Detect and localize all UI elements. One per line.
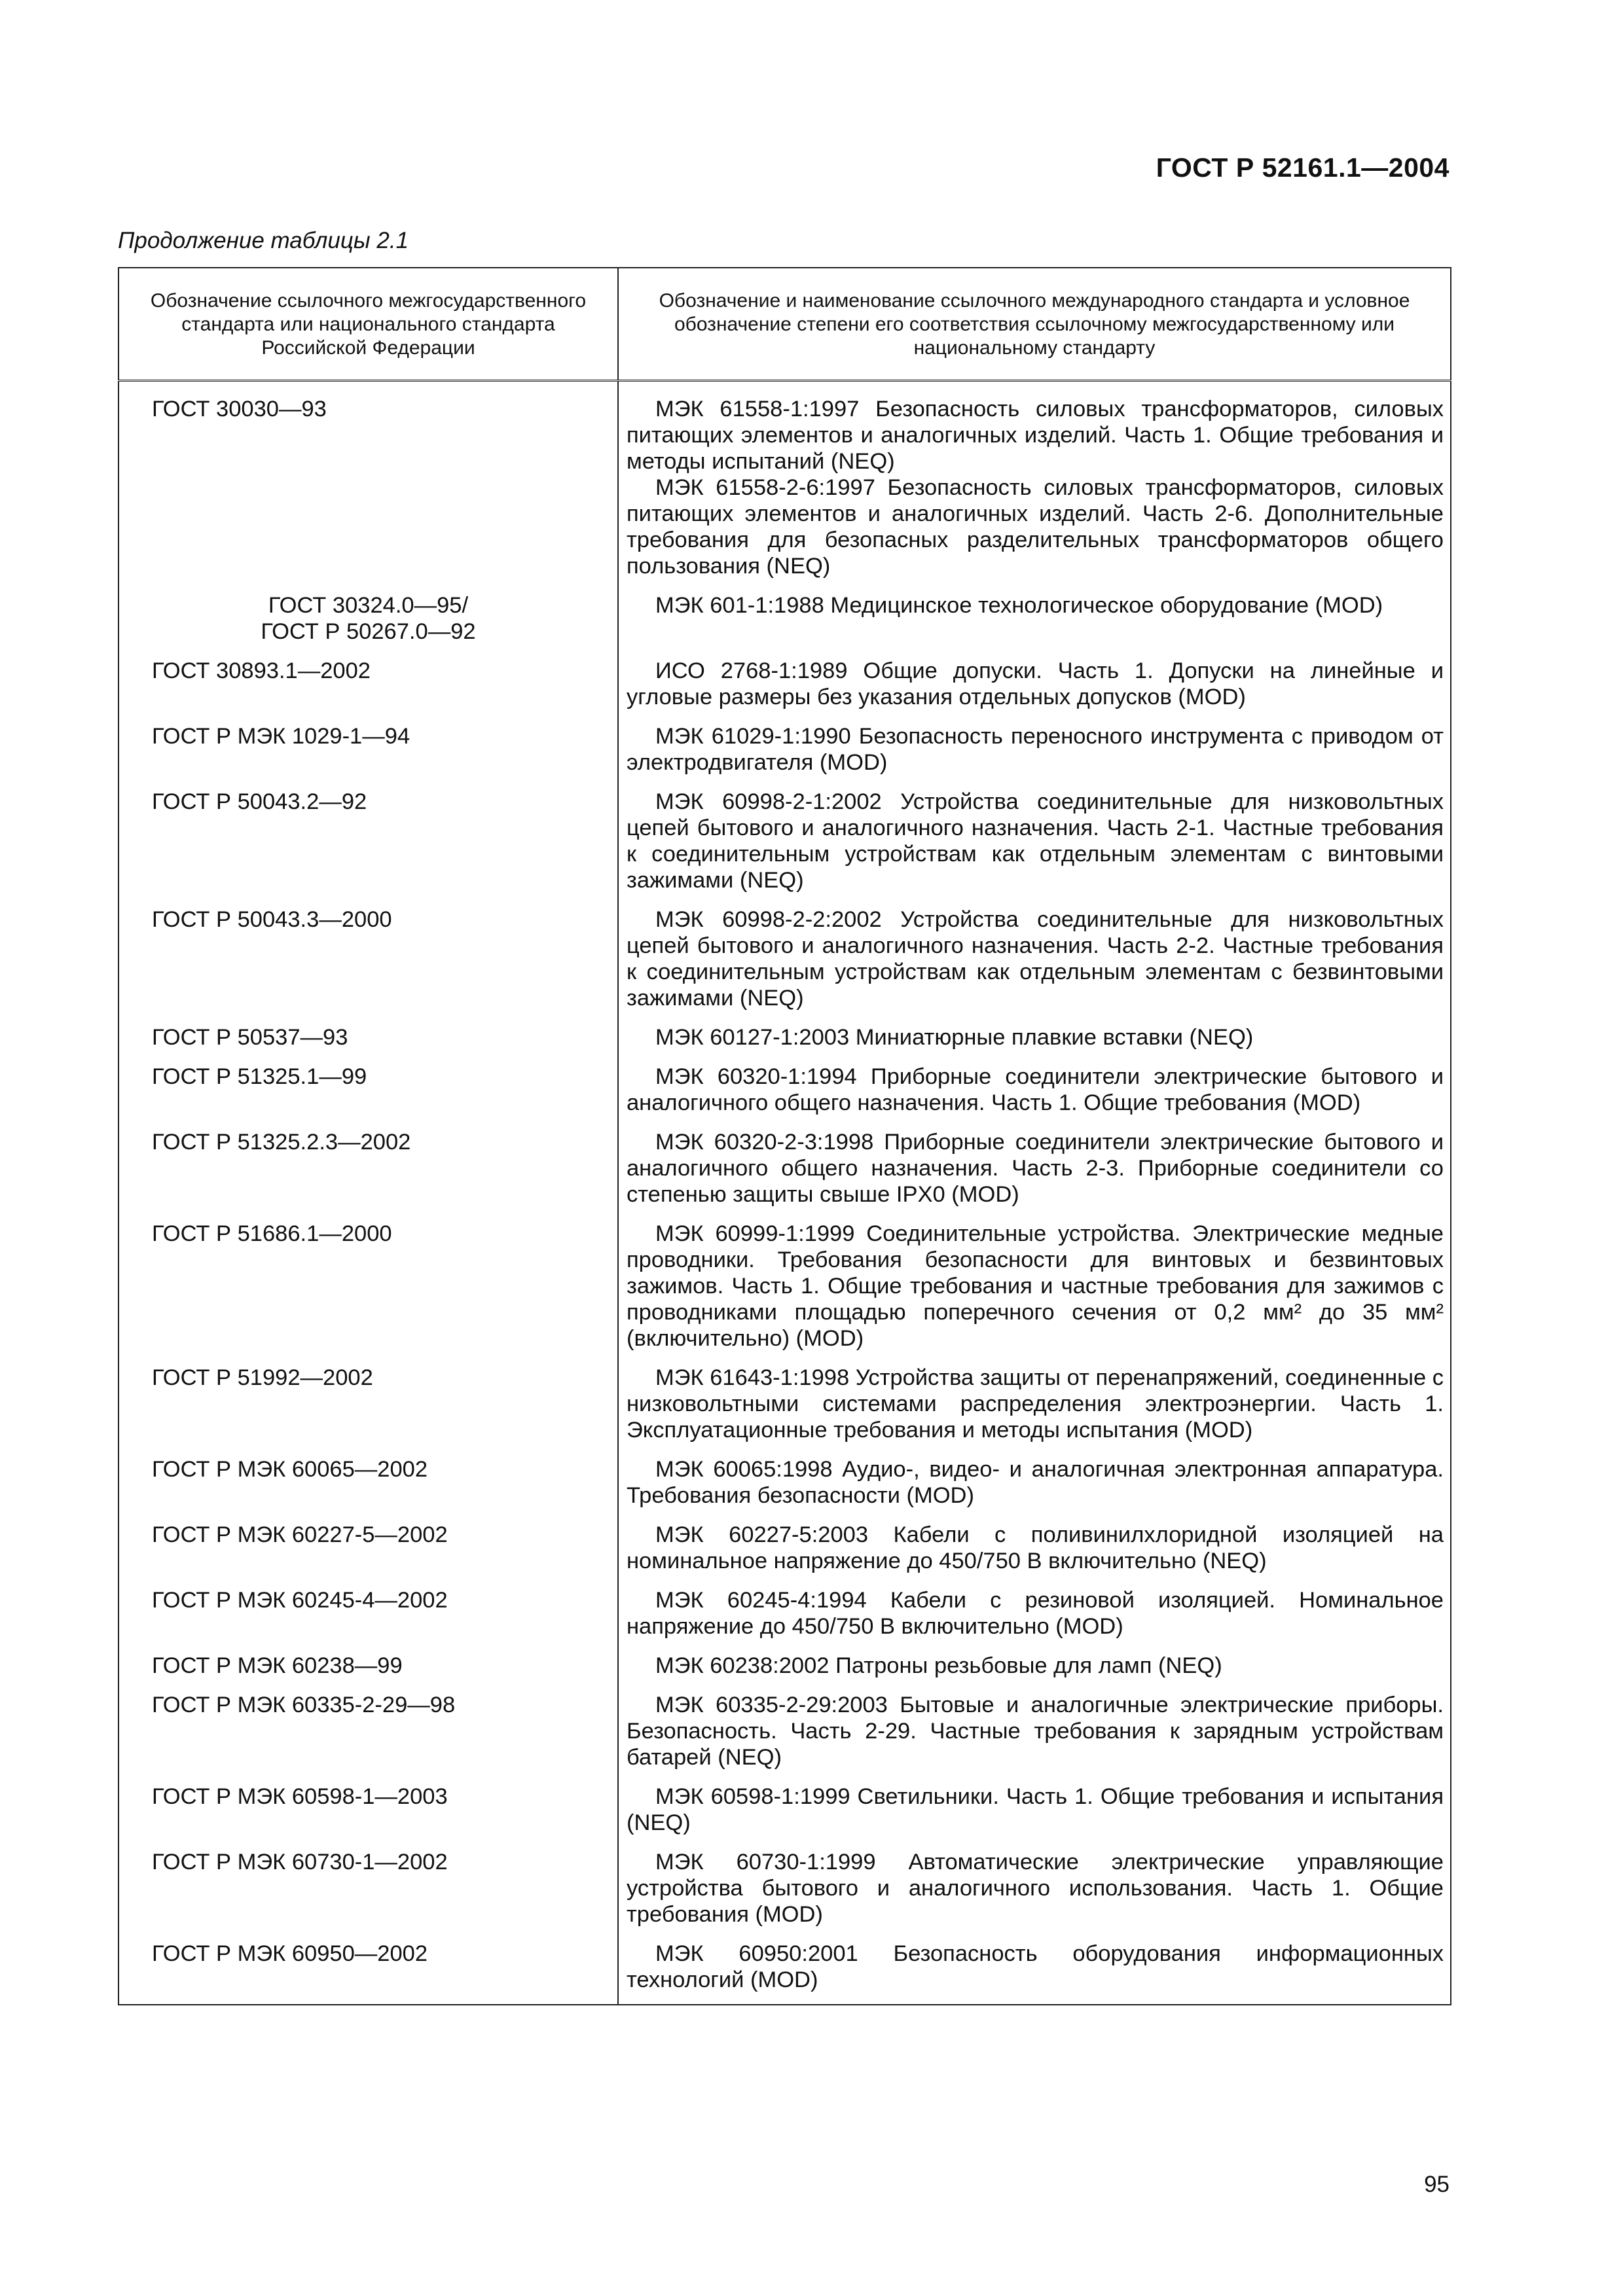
international-standard-description — [618, 1062, 1451, 1127]
national-standard-code: ГОСТ Р МЭК 60730-1—2002 — [119, 1847, 618, 1939]
description-paragraph: МЭК 60950:2001 Безопасность оборудования информационных технологий (MOD) — [627, 1941, 1444, 1992]
international-standard-description — [618, 1651, 1451, 1690]
table-caption: Продолжение таблицы 2.1 — [118, 228, 409, 253]
table-header-row — [119, 268, 1451, 381]
description-paragraph: МЭК 61558-1:1997 Безопасность силовых трансформаторов, силовых питающих элементов и аналогичных изделий. Часть 1. Общие требования и методы испытаний (NEQ) — [627, 397, 1444, 474]
description-paragraph: МЭК 60127-1:2003 Миниатюрные плавкие вставки (NEQ) — [655, 1025, 1254, 1050]
international-standard-description — [618, 590, 1451, 656]
description-paragraph: МЭК 60245-4:1994 Кабели с резиновой изоляцией. Номинальное напряжение до 450/750 В включительно (MOD) — [627, 1588, 1444, 1639]
international-standard-description — [618, 787, 1451, 905]
international-standard-description — [618, 1939, 1451, 2005]
table-row — [119, 1062, 1451, 1127]
table-row — [119, 1939, 1451, 2005]
national-standard-code: ГОСТ Р МЭК 60065—2002 — [119, 1454, 618, 1520]
national-standard-code: ГОСТ Р 50043.2—92 — [119, 787, 618, 905]
national-standard-code: ГОСТ Р МЭК 1029-1—94 — [119, 721, 618, 787]
table-row — [119, 1022, 1451, 1062]
international-standard-description — [618, 905, 1451, 1022]
international-standard-description — [618, 721, 1451, 787]
description-paragraph: МЭК 601-1:1988 Медицинское технологическое оборудование (MOD) — [655, 593, 1383, 618]
national-standard-code: ГОСТ Р МЭК 60950—2002 — [119, 1939, 618, 2005]
description-paragraph: МЭК 60227-5:2003 Кабели с поливинилхлоридной изоляцией на номинальное напряжение до 450/750 В включительно (NEQ) — [627, 1522, 1444, 1573]
national-standard-code: ГОСТ Р 50043.3—2000 — [119, 905, 618, 1022]
international-standard-description — [618, 381, 1451, 591]
description-paragraph: МЭК 61643-1:1998 Устройства защиты от перенапряжений, соединенные с низковольтными системами распределения электроэнергии. Часть 1. Эксплуатационные требования и методы испытания (MOD) — [627, 1365, 1444, 1443]
description-paragraph: МЭК 60238:2002 Патроны резьбовые для ламп (NEQ) — [655, 1653, 1222, 1678]
national-standard-code: ГОСТ 30893.1—2002 — [119, 656, 618, 721]
international-standard-description — [618, 1520, 1451, 1585]
column-header-international-standard: Обозначение и наименование ссылочного международного стандарта и условное обозначение степени его соответствия ссылочному межгосударственному или национальному стандарту — [618, 268, 1451, 381]
document-code: ГОСТ Р 52161.1—2004 — [1156, 152, 1450, 183]
description-paragraph: МЭК 60320-2-3:1998 Приборные соединители электрические бытового и аналогичного общего назначения. Часть 2-3. Приборные соединители со степенью защиты свыше IPX0 (MOD) — [627, 1130, 1444, 1207]
table-row — [119, 1363, 1451, 1454]
national-standard-code: ГОСТ Р МЭК 60227-5—2002 — [119, 1520, 618, 1585]
table-row — [119, 1520, 1451, 1585]
national-standard-code: ГОСТ Р МЭК 60245-4—2002 — [119, 1585, 618, 1651]
table-row — [119, 656, 1451, 721]
table-row — [119, 1690, 1451, 1782]
description-paragraph: МЭК 60999-1:1999 Соединительные устройства. Электрические медные проводники. Требования безопасности для винтовых и безвинтовых зажимов. Часть 1. Общие требования и частные требования для зажимов с проводниками площадью поперечного сечения от 0,2 мм² до 35 мм² (включительно) (MOD) — [627, 1221, 1444, 1351]
description-paragraph: МЭК 60335-2-29:2003 Бытовые и аналогичные электрические приборы. Безопасность. Часть 2-29. Частные требования к зарядным устройствам батарей (NEQ) — [627, 1693, 1444, 1770]
table-row — [119, 590, 1451, 656]
international-standard-description — [618, 1219, 1451, 1363]
table-row — [119, 905, 1451, 1022]
international-standard-description — [618, 1690, 1451, 1782]
international-standard-description — [618, 656, 1451, 721]
table-row — [119, 1782, 1451, 1847]
table-row — [119, 1454, 1451, 1520]
description-paragraph: МЭК 60998-2-1:2002 Устройства соединительные для низковольтных цепей бытового и аналогичного назначения. Часть 2-1. Частные требования к соединительным устройствам как отдельным элементам с винтовыми зажимами (NEQ) — [627, 789, 1444, 893]
description-paragraph: МЭК 61029-1:1990 Безопасность переносного инструмента с приводом от электродвигателя (MOD) — [627, 724, 1444, 775]
table-row — [119, 1847, 1451, 1939]
description-paragraph: МЭК 61558-2-6:1997 Безопасность силовых трансформаторов, силовых питающих элементов и аналогичных изделий. Часть 2-6. Дополнительные требования для безопасных разделительных трансформаторов общего пользования (NEQ) — [627, 475, 1444, 579]
description-paragraph: МЭК 60065:1998 Аудио-, видео- и аналогичная электронная аппаратура. Требования безопасности (MOD) — [627, 1457, 1444, 1508]
international-standard-description — [618, 1782, 1451, 1847]
national-standard-code: ГОСТ Р 51992—2002 — [119, 1363, 618, 1454]
national-standard-code: ГОСТ 30324.0—95/ ГОСТ Р 50267.0—92 — [119, 590, 618, 656]
reference-standards-table — [118, 267, 1451, 2005]
table-row — [119, 381, 1451, 591]
column-header-national-standard: Обозначение ссылочного межгосударственного стандарта или национального стандарта Российской Федерации — [119, 268, 618, 381]
description-paragraph: ИСО 2768-1:1989 Общие допуски. Часть 1. Допуски на линейные и угловые размеры без указания отдельных допусков (MOD) — [627, 658, 1444, 709]
table-row — [119, 1127, 1451, 1219]
international-standard-description — [618, 1847, 1451, 1939]
international-standard-description — [618, 1585, 1451, 1651]
table-row — [119, 1219, 1451, 1363]
description-paragraph: МЭК 60730-1:1999 Автоматические электрические управляющие устройства бытового и аналогичного использования. Часть 1. Общие требования (MOD) — [627, 1850, 1444, 1927]
page-number: 95 — [1424, 2172, 1450, 2197]
table-row — [119, 1651, 1451, 1690]
national-standard-code: ГОСТ Р 51325.2.3—2002 — [119, 1127, 618, 1219]
national-standard-code: ГОСТ Р 50537—93 — [119, 1022, 618, 1062]
table-row — [119, 787, 1451, 905]
international-standard-description — [618, 1363, 1451, 1454]
national-standard-code: ГОСТ Р МЭК 60238—99 — [119, 1651, 618, 1690]
international-standard-description — [618, 1127, 1451, 1219]
description-paragraph: МЭК 60320-1:1994 Приборные соединители электрические бытового и аналогичного общего назначения. Часть 1. Общие требования (MOD) — [627, 1064, 1444, 1115]
national-standard-code: ГОСТ Р 51325.1—99 — [119, 1062, 618, 1127]
table-row — [119, 1585, 1451, 1651]
international-standard-description — [618, 1454, 1451, 1520]
table-row — [119, 721, 1451, 787]
national-standard-code: ГОСТ 30030—93 — [119, 381, 618, 591]
national-standard-code: ГОСТ Р 51686.1—2000 — [119, 1219, 618, 1363]
national-standard-code: ГОСТ Р МЭК 60598-1—2003 — [119, 1782, 618, 1847]
international-standard-description — [618, 1022, 1451, 1062]
description-paragraph: МЭК 60998-2-2:2002 Устройства соединительные для низковольтных цепей бытового и аналогичного назначения. Часть 2-2. Частные требования к соединительным устройствам как отдельным элементам с безвинтовыми зажимами (NEQ) — [627, 907, 1444, 1011]
table-body — [119, 381, 1451, 2005]
description-paragraph: МЭК 60598-1:1999 Светильники. Часть 1. Общие требования и испытания (NEQ) — [627, 1784, 1444, 1835]
national-standard-code: ГОСТ Р МЭК 60335-2-29—98 — [119, 1690, 618, 1782]
